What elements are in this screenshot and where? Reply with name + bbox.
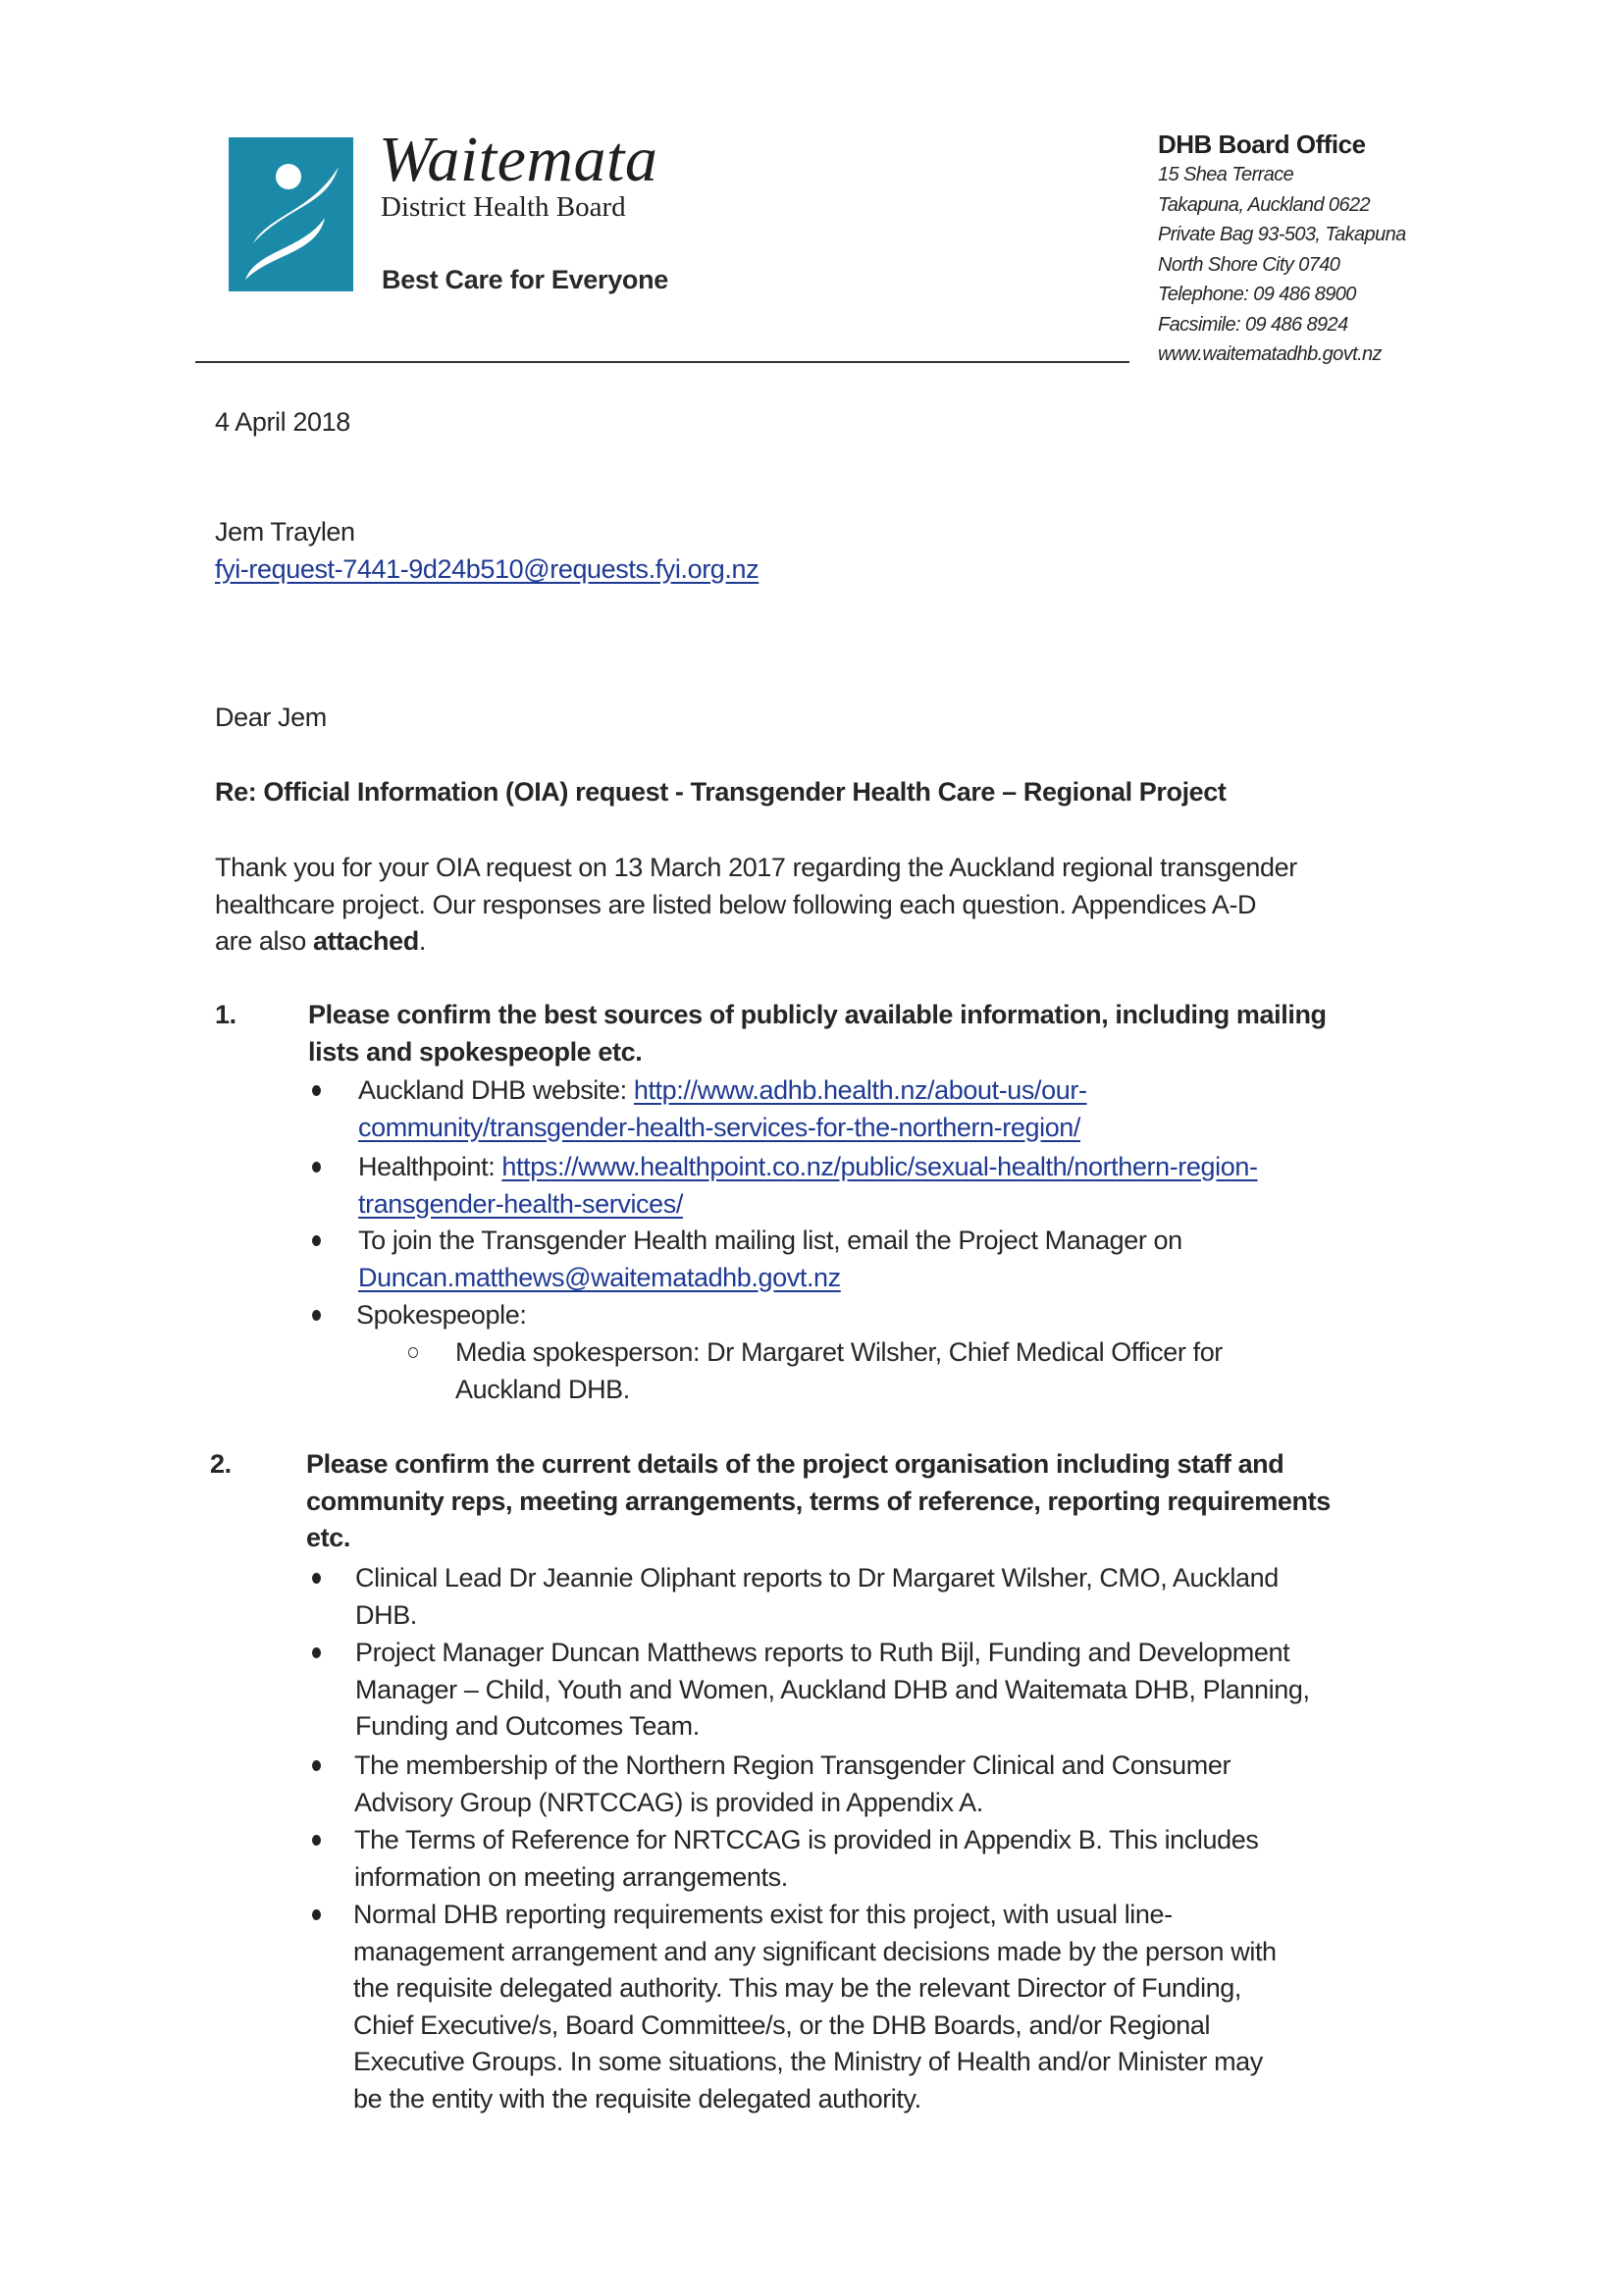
healthpoint-link[interactable]: https://www.healthpoint.co.nz/public/sexual-health/northern-region- [501, 1152, 1258, 1181]
project-manager-email-link[interactable]: Duncan.matthews@waitematadhb.govt.nz [358, 1262, 841, 1292]
office-website[interactable]: www.waitematadhb.govt.nz [1158, 343, 1382, 365]
office-facsimile: Facsimile: 09 486 8924 [1158, 313, 1348, 336]
bullet-item [358, 1072, 1087, 1146]
recipient-block [215, 514, 759, 588]
bullet-line: Executive Groups. In some situations, the Ministry of Health and/or Minister may [353, 2047, 1263, 2076]
intro-line: healthcare project. Our responses are listed below following each question. Appendices A-D [215, 889, 1257, 919]
office-address-line: North Shore City 0740 [1158, 253, 1340, 276]
bullet-label: To join the Transgender Health mailing list, email the Project Manager on [358, 1226, 1182, 1255]
bullet-line: Clinical Lead Dr Jeannie Oliphant reports to Dr Margaret Wilsher, CMO, Auckland [355, 1563, 1279, 1592]
letterhead-divider [195, 361, 1129, 363]
bullet-icon [312, 1647, 321, 1658]
bullet-line: DHB. [355, 1599, 417, 1630]
bullet-icon [312, 1573, 321, 1584]
bullet-item [354, 1822, 1258, 1896]
bullet-line: The Terms of Reference for NRTCCAG is provided in Appendix B. This includes [354, 1825, 1259, 1854]
question-number: 2. [210, 1449, 232, 1479]
bullet-label: Auckland DHB website: [358, 1075, 634, 1105]
bullet-line: Normal DHB reporting requirements exist for this project, with usual line- [353, 1900, 1173, 1929]
office-title: DHB Board Office [1158, 130, 1366, 159]
bullet-line: be the entity with the requisite delegated authority. [353, 2083, 921, 2113]
bullet-label: Spokespeople: [356, 1300, 527, 1330]
bullet-line: Chief Executive/s, Board Committee/s, or the DHB Boards, and/or Regional [353, 2009, 1211, 2040]
sub-bullet-line: Media spokesperson: Dr Margaret Wilsher, Chief Medical Officer for [455, 1337, 1223, 1367]
recipient-name: Jem Traylen [215, 517, 355, 547]
bullet-item [358, 1149, 1258, 1223]
brand-subtitle: District Health Board [381, 191, 626, 223]
bullet-icon [312, 1835, 321, 1846]
bullet-item [355, 1635, 1310, 1746]
bullet-line: The membership of the Northern Region Transgender Clinical and Consumer [354, 1750, 1231, 1780]
question-line: Please confirm the current details of the project organisation including staff and [306, 1449, 1284, 1479]
bullet-icon [312, 1909, 321, 1920]
brand-name: Waitemata [379, 124, 658, 195]
healthpoint-link-cont[interactable]: transgender-health-services/ [358, 1188, 683, 1219]
intro-attached-text: attached [312, 926, 419, 956]
question-number: 1. [215, 1000, 236, 1029]
bullet-icon [312, 1310, 321, 1321]
question-text [308, 997, 1327, 1070]
sub-bullet-icon [408, 1347, 418, 1358]
bullet-item [353, 1897, 1277, 2117]
bullet-line: Funding and Outcomes Team. [355, 1711, 700, 1741]
bullet-item [355, 1560, 1279, 1634]
sub-bullet-line: Auckland DHB. [455, 1374, 630, 1404]
recipient-email-link[interactable]: fyi-request-7441-9d24b510@requests.fyi.org.nz [215, 553, 759, 584]
bullet-icon [312, 1085, 321, 1096]
adhb-website-link[interactable]: http://www.adhb.health.nz/about-us/our- [633, 1075, 1087, 1105]
intro-line: Thank you for your OIA request on 13 March 2017 regarding the Auckland regional transgender [215, 853, 1297, 882]
bullet-item [354, 1748, 1230, 1821]
waitemata-figure-logo-icon [229, 137, 353, 291]
bullet-icon [312, 1162, 321, 1173]
brand-tagline: Best Care for Everyone [382, 265, 669, 294]
bullet-line: the requisite delegated authority. This may be the relevant Director of Funding, [353, 1973, 1242, 2003]
bullet-item [358, 1223, 1182, 1296]
waitemata-logo [229, 137, 353, 291]
bullet-item [356, 1297, 526, 1334]
intro-paragraph [215, 850, 1297, 961]
salutation: Dear Jem [215, 703, 327, 732]
bullet-line: management arrangement and any significant decisions made by the person with [353, 1936, 1277, 1966]
bullet-line: information on meeting arrangements. [354, 1861, 788, 1892]
bullet-line: Advisory Group (NRTCCAG) is provided in Appendix A. [354, 1787, 983, 1817]
question-line: Please confirm the best sources of publicly available information, including mailing [308, 1000, 1327, 1029]
question-line: etc. [306, 1523, 350, 1552]
office-address-block [1158, 129, 1570, 370]
bullet-line: Manager – Child, Youth and Women, Auckland DHB and Waitemata DHB, Planning, [355, 1674, 1310, 1704]
bullet-line: Project Manager Duncan Matthews reports to Ruth Bijl, Funding and Development [355, 1638, 1290, 1667]
question-line: community reps, meeting arrangements, terms of reference, reporting requirements [306, 1486, 1331, 1516]
subject-line: Re: Official Information (OIA) request - Transgender Health Care – Regional Project [215, 777, 1227, 807]
intro-line-suffix: . [418, 926, 426, 956]
bullet-icon [312, 1760, 321, 1771]
question-line: lists and spokespeople etc. [308, 1036, 643, 1067]
office-telephone: Telephone: 09 486 8900 [1158, 284, 1356, 305]
bullet-label: Healthpoint: [358, 1152, 502, 1181]
sub-bullet-item [455, 1334, 1223, 1408]
adhb-website-link-cont[interactable]: community/transgender-health-services-for-the-northern-region/ [358, 1112, 1081, 1142]
office-address-line: Private Bag 93-503, Takapuna [1158, 224, 1406, 245]
bullet-icon [312, 1235, 321, 1246]
office-address-line: Takapuna, Auckland 0622 [1158, 193, 1371, 216]
question-text [306, 1446, 1331, 1557]
intro-line-prefix: are also [215, 926, 313, 956]
letter-date: 4 April 2018 [215, 407, 350, 437]
office-address-line: 15 Shea Terrace [1158, 164, 1294, 185]
